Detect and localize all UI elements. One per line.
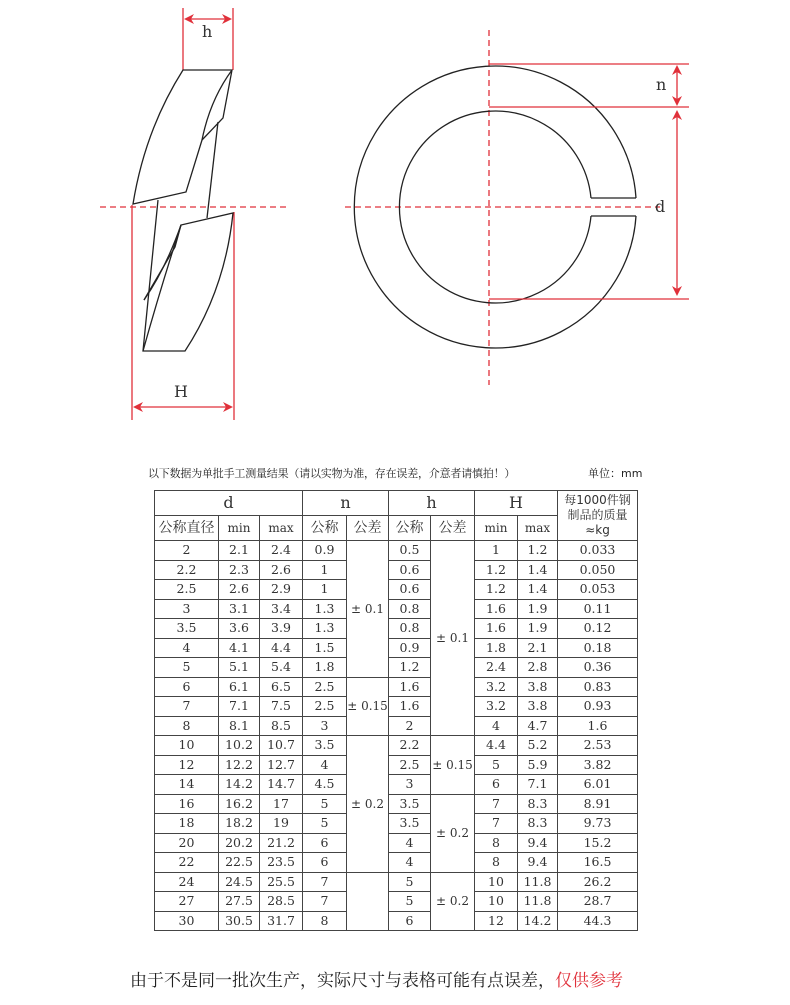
table-row	[155, 580, 638, 600]
cell-nominal-diameter: 12	[155, 755, 219, 775]
cell-n-nominal: 1.8	[303, 658, 347, 678]
cell-mass: 0.11	[558, 599, 638, 619]
cell-h-nominal: 5	[389, 872, 431, 892]
cell-d-max: 5.4	[260, 658, 303, 678]
header-mass-line2: 制品的质量	[567, 508, 628, 522]
cell-mass: 15.2	[558, 833, 638, 853]
cell-d-min: 2.1	[219, 541, 260, 561]
header-d-max: max	[260, 516, 303, 541]
cell-n-nominal: 5	[303, 814, 347, 834]
cell-d-min: 14.2	[219, 775, 260, 795]
header-mass-line1: 每1000件钢	[564, 493, 631, 507]
cell-d-min: 3.6	[219, 619, 260, 639]
cell-d-max: 17	[260, 794, 303, 814]
cell-H-max: 11.8	[518, 892, 558, 912]
washer-drawing	[0, 0, 790, 440]
cell-h-nominal: 1.6	[389, 677, 431, 697]
cell-n-nominal: 6	[303, 833, 347, 853]
header-n-tolerance: 公差	[347, 516, 389, 541]
cell-h-tolerance: ± 0.1	[431, 541, 475, 736]
cell-n-nominal: 1.3	[303, 599, 347, 619]
table-row	[155, 853, 638, 873]
cell-h-nominal: 2	[389, 716, 431, 736]
cell-n-nominal: 2.5	[303, 697, 347, 717]
cell-d-max: 3.4	[260, 599, 303, 619]
cell-n-tolerance: ± 0.2	[347, 736, 389, 873]
header-h-tolerance: 公差	[431, 516, 475, 541]
spring-washer-diagram	[0, 0, 790, 440]
spec-table	[154, 490, 638, 931]
table-row	[155, 677, 638, 697]
cell-h-nominal: 0.5	[389, 541, 431, 561]
cell-H-min: 12	[475, 911, 518, 931]
cell-mass: 9.73	[558, 814, 638, 834]
washer-top-view	[345, 30, 689, 385]
table-row	[155, 755, 638, 775]
cell-H-min: 5	[475, 755, 518, 775]
cell-d-min: 3.1	[219, 599, 260, 619]
cell-d-min: 16.2	[219, 794, 260, 814]
header-n-nominal: 公称	[303, 516, 347, 541]
header-n: n	[303, 491, 389, 516]
table-row	[155, 716, 638, 736]
cell-d-max: 10.7	[260, 736, 303, 756]
cell-d-min: 5.1	[219, 658, 260, 678]
cell-d-min: 2.6	[219, 580, 260, 600]
header-nominal-diameter: 公称直径	[155, 516, 219, 541]
cell-H-min: 1	[475, 541, 518, 561]
cell-H-min: 1.6	[475, 619, 518, 639]
table-row	[155, 619, 638, 639]
table-row	[155, 911, 638, 931]
cell-mass: 0.033	[558, 541, 638, 561]
cell-H-min: 1.2	[475, 580, 518, 600]
cell-mass: 0.93	[558, 697, 638, 717]
cell-nominal-diameter: 3	[155, 599, 219, 619]
table-row	[155, 541, 638, 561]
table-row	[155, 560, 638, 580]
table-row	[155, 599, 638, 619]
table-row	[155, 638, 638, 658]
cell-d-min: 2.3	[219, 560, 260, 580]
table-row	[155, 775, 638, 795]
cell-h-nominal: 2.5	[389, 755, 431, 775]
cell-d-max: 7.5	[260, 697, 303, 717]
header-mass-line3: ≈kg	[585, 523, 610, 537]
cell-H-min: 7	[475, 794, 518, 814]
cell-d-max: 12.7	[260, 755, 303, 775]
cell-n-tolerance	[347, 872, 389, 931]
cell-h-nominal: 3.5	[389, 794, 431, 814]
header-h: h	[389, 491, 475, 516]
cell-n-nominal: 1	[303, 560, 347, 580]
table-row	[155, 833, 638, 853]
cell-n-nominal: 5	[303, 794, 347, 814]
cell-h-tolerance: ± 0.2	[431, 794, 475, 872]
cell-mass: 1.6	[558, 716, 638, 736]
header-H: H	[475, 491, 558, 516]
cell-nominal-diameter: 7	[155, 697, 219, 717]
cell-nominal-diameter: 16	[155, 794, 219, 814]
cell-h-tolerance: ± 0.15	[431, 736, 475, 795]
dimension-label-n: n	[656, 75, 667, 94]
header-mass	[558, 491, 638, 541]
cell-nominal-diameter: 5	[155, 658, 219, 678]
cell-mass: 0.18	[558, 638, 638, 658]
table-caption: 以下数据为单批手工测量结果（请以实物为准，存在误差，介意者请慎拍！）	[148, 467, 516, 480]
cell-mass: 2.53	[558, 736, 638, 756]
cell-d-min: 7.1	[219, 697, 260, 717]
cell-d-max: 2.4	[260, 541, 303, 561]
header-H-max: max	[518, 516, 558, 541]
header-d: d	[155, 491, 303, 516]
cell-n-tolerance: ± 0.1	[347, 541, 389, 678]
cell-mass: 8.91	[558, 794, 638, 814]
cell-n-nominal: 0.9	[303, 541, 347, 561]
cell-nominal-diameter: 10	[155, 736, 219, 756]
table-row	[155, 872, 638, 892]
cell-nominal-diameter: 8	[155, 716, 219, 736]
dimension-label-H: H	[174, 382, 188, 401]
cell-n-nominal: 4.5	[303, 775, 347, 795]
footer-text: 由于不是同一批次生产，实际尺寸与表格可能有点误差，	[130, 971, 555, 991]
cell-h-nominal: 6	[389, 911, 431, 931]
cell-nominal-diameter: 2.5	[155, 580, 219, 600]
cell-n-nominal: 1.3	[303, 619, 347, 639]
cell-H-max: 3.8	[518, 677, 558, 697]
cell-mass: 44.3	[558, 911, 638, 931]
cell-H-max: 3.8	[518, 697, 558, 717]
cell-d-min: 6.1	[219, 677, 260, 697]
cell-h-tolerance: ± 0.2	[431, 872, 475, 931]
washer-side-outline	[133, 70, 233, 351]
cell-H-max: 7.1	[518, 775, 558, 795]
cell-d-max: 28.5	[260, 892, 303, 912]
cell-h-nominal: 4	[389, 853, 431, 873]
cell-n-nominal: 7	[303, 892, 347, 912]
cell-nominal-diameter: 2	[155, 541, 219, 561]
cell-h-nominal: 1.2	[389, 658, 431, 678]
cell-h-nominal: 2.2	[389, 736, 431, 756]
cell-H-max: 1.4	[518, 560, 558, 580]
unit-label: 单位：mm	[588, 467, 643, 480]
cell-h-nominal: 0.6	[389, 560, 431, 580]
cell-mass: 16.5	[558, 853, 638, 873]
cell-d-max: 6.5	[260, 677, 303, 697]
cell-H-min: 4	[475, 716, 518, 736]
cell-mass: 0.053	[558, 580, 638, 600]
cell-d-max: 3.9	[260, 619, 303, 639]
cell-d-max: 14.7	[260, 775, 303, 795]
cell-H-min: 10	[475, 872, 518, 892]
cell-n-nominal: 8	[303, 911, 347, 931]
cell-H-min: 1.2	[475, 560, 518, 580]
cell-nominal-diameter: 6	[155, 677, 219, 697]
cell-H-max: 5.9	[518, 755, 558, 775]
cell-n-nominal: 2.5	[303, 677, 347, 697]
cell-nominal-diameter: 24	[155, 872, 219, 892]
cell-h-nominal: 3	[389, 775, 431, 795]
cell-H-max: 14.2	[518, 911, 558, 931]
cell-n-nominal: 1	[303, 580, 347, 600]
cell-H-min: 1.6	[475, 599, 518, 619]
cell-d-max: 8.5	[260, 716, 303, 736]
cell-d-max: 23.5	[260, 853, 303, 873]
cell-n-nominal: 4	[303, 755, 347, 775]
spec-table-body	[155, 541, 638, 931]
table-row	[155, 736, 638, 756]
cell-mass: 3.82	[558, 755, 638, 775]
cell-H-max: 4.7	[518, 716, 558, 736]
cell-H-min: 6	[475, 775, 518, 795]
cell-H-max: 1.9	[518, 599, 558, 619]
cell-d-min: 30.5	[219, 911, 260, 931]
cell-d-min: 4.1	[219, 638, 260, 658]
cell-d-max: 31.7	[260, 911, 303, 931]
cell-H-max: 2.1	[518, 638, 558, 658]
table-row	[155, 794, 638, 814]
cell-mass: 28.7	[558, 892, 638, 912]
cell-mass: 0.050	[558, 560, 638, 580]
cell-n-nominal: 7	[303, 872, 347, 892]
header-H-min: min	[475, 516, 518, 541]
cell-d-min: 18.2	[219, 814, 260, 834]
cell-nominal-diameter: 30	[155, 911, 219, 931]
cell-h-nominal: 0.8	[389, 619, 431, 639]
cell-n-nominal: 3.5	[303, 736, 347, 756]
cell-nominal-diameter: 2.2	[155, 560, 219, 580]
cell-nominal-diameter: 3.5	[155, 619, 219, 639]
cell-H-min: 4.4	[475, 736, 518, 756]
cell-H-min: 2.4	[475, 658, 518, 678]
cell-h-nominal: 4	[389, 833, 431, 853]
cell-H-min: 8	[475, 833, 518, 853]
cell-nominal-diameter: 18	[155, 814, 219, 834]
cell-d-min: 10.2	[219, 736, 260, 756]
cell-d-min: 12.2	[219, 755, 260, 775]
cell-h-nominal: 0.6	[389, 580, 431, 600]
footer-note	[130, 966, 623, 991]
cell-H-min: 3.2	[475, 697, 518, 717]
cell-d-max: 25.5	[260, 872, 303, 892]
cell-d-min: 24.5	[219, 872, 260, 892]
header-d-min: min	[219, 516, 260, 541]
cell-H-max: 2.8	[518, 658, 558, 678]
cell-nominal-diameter: 4	[155, 638, 219, 658]
cell-d-min: 22.5	[219, 853, 260, 873]
cell-nominal-diameter: 20	[155, 833, 219, 853]
cell-d-min: 8.1	[219, 716, 260, 736]
cell-h-nominal: 0.8	[389, 599, 431, 619]
cell-d-max: 4.4	[260, 638, 303, 658]
cell-H-min: 3.2	[475, 677, 518, 697]
cell-H-max: 1.2	[518, 541, 558, 561]
cell-h-nominal: 0.9	[389, 638, 431, 658]
cell-d-max: 2.6	[260, 560, 303, 580]
cell-H-max: 9.4	[518, 833, 558, 853]
header-row-groups	[155, 491, 638, 516]
cell-n-nominal: 6	[303, 853, 347, 873]
cell-nominal-diameter: 22	[155, 853, 219, 873]
cell-mass: 0.83	[558, 677, 638, 697]
cell-n-nominal: 3	[303, 716, 347, 736]
cell-mass: 6.01	[558, 775, 638, 795]
table-row	[155, 814, 638, 834]
cell-d-min: 27.5	[219, 892, 260, 912]
cell-H-max: 5.2	[518, 736, 558, 756]
cell-h-nominal: 1.6	[389, 697, 431, 717]
cell-H-min: 7	[475, 814, 518, 834]
cell-H-max: 1.9	[518, 619, 558, 639]
dimension-label-d: d	[655, 197, 666, 216]
cell-H-max: 8.3	[518, 794, 558, 814]
cell-H-max: 9.4	[518, 853, 558, 873]
cell-d-min: 20.2	[219, 833, 260, 853]
cell-H-min: 10	[475, 892, 518, 912]
cell-mass: 26.2	[558, 872, 638, 892]
dimension-label-h: h	[202, 22, 213, 41]
cell-H-max: 8.3	[518, 814, 558, 834]
footer-highlight: 仅供参考	[555, 971, 623, 991]
cell-mass: 0.36	[558, 658, 638, 678]
table-row	[155, 658, 638, 678]
cell-H-max: 11.8	[518, 872, 558, 892]
cell-d-max: 2.9	[260, 580, 303, 600]
cell-H-min: 8	[475, 853, 518, 873]
cell-nominal-diameter: 14	[155, 775, 219, 795]
cell-H-min: 1.8	[475, 638, 518, 658]
cell-d-max: 19	[260, 814, 303, 834]
cell-mass: 0.12	[558, 619, 638, 639]
cell-h-nominal: 3.5	[389, 814, 431, 834]
cell-d-max: 21.2	[260, 833, 303, 853]
table-row	[155, 697, 638, 717]
header-h-nominal: 公称	[389, 516, 431, 541]
cell-n-nominal: 1.5	[303, 638, 347, 658]
cell-H-max: 1.4	[518, 580, 558, 600]
cell-n-tolerance: ± 0.15	[347, 677, 389, 736]
table-row	[155, 892, 638, 912]
cell-nominal-diameter: 27	[155, 892, 219, 912]
cell-h-nominal: 5	[389, 892, 431, 912]
